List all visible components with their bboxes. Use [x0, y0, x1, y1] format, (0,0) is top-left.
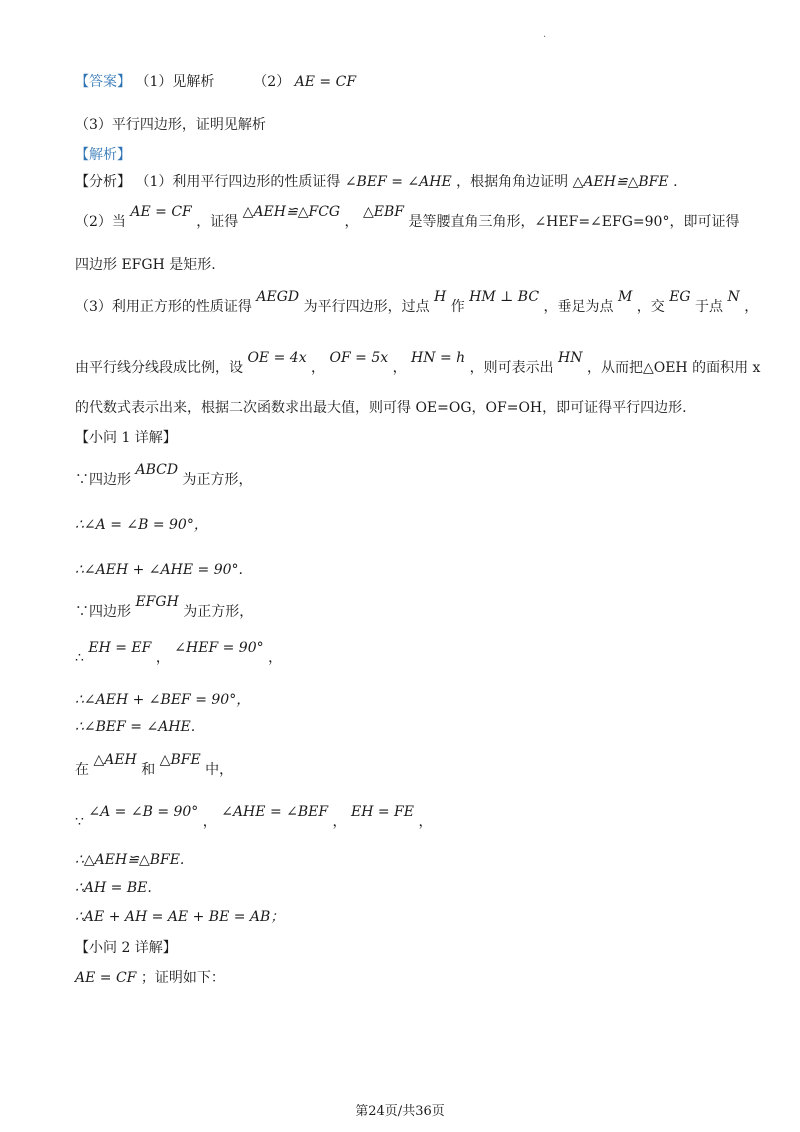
fenxi-math: AE = CF	[130, 204, 192, 220]
fenxi-text: 作	[450, 299, 465, 315]
q1-step-12: ∴AE + AH = AE + BE = AB；	[75, 909, 285, 925]
fenxi-line-6: 的代数式表示出来，根据二次函数求出最大值，则可得 OE=OG，OF=OH，即可证得平行四边形.	[75, 400, 687, 416]
q2-title: 【小问 2 详解】	[75, 940, 177, 956]
step-text: 为正方形，	[183, 604, 254, 620]
fenxi-line-3: 四边形 EFGH 是矩形.	[75, 257, 216, 273]
fenxi-text: 由平行线分线段成比例，设	[75, 360, 243, 376]
answer-tag: 【答案】	[75, 74, 131, 90]
fenxi-line-1	[75, 172, 678, 192]
scan-dot: ·	[543, 32, 547, 43]
fenxi-text: 是等腰直角三角形，∠HEF=∠EFG=90°，即可证得	[408, 214, 740, 230]
analysis-tag: 【解析】	[75, 147, 131, 163]
fenxi-math: △AEH≌△BFE	[572, 174, 669, 190]
step-text: ∵	[75, 814, 84, 830]
q1-step-4	[75, 594, 254, 622]
fenxi-text: ，	[311, 360, 326, 376]
step-text: ，	[202, 814, 217, 830]
fenxi-math: ∠BEF = ∠AHE	[344, 174, 452, 190]
q1-step-1	[75, 462, 253, 490]
fenxi-text: （1）利用平行四边形的性质证得	[135, 174, 341, 190]
fenxi-math: HM ⊥ BC	[469, 289, 540, 305]
q1-step-3: ∴∠AEH + ∠AHE = 90°.	[75, 562, 243, 578]
fenxi-math: EG	[669, 289, 691, 305]
fenxi-text: ，根据角角边证明	[456, 174, 569, 190]
step-text: ，	[268, 650, 283, 666]
fenxi-text: ，证得	[196, 214, 239, 230]
q1-step-9	[75, 804, 433, 832]
fenxi-text: 于点	[695, 299, 724, 315]
fenxi-text: ，	[392, 360, 407, 376]
step-math: ABCD	[135, 462, 179, 478]
fenxi-text: ，交	[636, 299, 665, 315]
answer-part2-math: AE = CF	[294, 74, 357, 90]
fenxi-math: OE = 4x	[247, 350, 307, 366]
fenxi-text: ，垂足为点	[543, 299, 614, 315]
page-footer: 第24页/共36页	[355, 1104, 445, 1119]
q2-step-1	[75, 968, 225, 988]
step-text: ；证明如下：	[140, 970, 225, 986]
fenxi-math: HN	[558, 350, 583, 366]
step-math: ∠HEF = 90°	[174, 640, 264, 656]
step-math: AE = CF	[75, 970, 137, 986]
step-text: 中，	[205, 762, 234, 778]
q1-step-6: ∴∠AEH + ∠BEF = 90°，	[75, 692, 251, 708]
fenxi-math: △EBF	[363, 204, 404, 220]
step-math: ∠AHE = ∠BEF	[221, 804, 329, 820]
step-math: EH = FE	[350, 804, 414, 820]
step-text: ，	[418, 814, 433, 830]
fenxi-math: H	[434, 289, 447, 305]
q1-step-8	[75, 752, 234, 780]
step-text: 为正方形，	[182, 472, 253, 488]
fenxi-line-5	[75, 350, 761, 378]
q1-step-10: ∴△AEH≌△BFE.	[75, 852, 185, 868]
fenxi-text: （3）利用正方形的性质证得	[75, 299, 252, 315]
fenxi-math: AEGD	[256, 289, 300, 305]
step-text: ∵四边形	[75, 472, 131, 488]
fenxi-text: 为平行四边形，过点	[303, 299, 430, 315]
fenxi-math: HN = h	[411, 350, 466, 366]
fenxi-text: ，从而把△OEH 的面积用 x	[586, 360, 761, 376]
q1-title: 【小问 1 详解】	[75, 430, 177, 446]
step-text: ∵四边形	[75, 604, 131, 620]
fenxi-text: （2）当	[75, 214, 126, 230]
fenxi-math: N	[727, 289, 740, 305]
step-text: 和	[141, 762, 156, 778]
answer-part1: （1）见解析	[135, 74, 215, 90]
fenxi-text: ，则可表示出	[469, 360, 554, 376]
step-math: EFGH	[135, 594, 179, 610]
answer-part3: （3）平行四边形，证明见解析	[75, 117, 266, 133]
step-math: ∠A = ∠B = 90°	[88, 804, 199, 820]
step-math: EH = EF	[88, 640, 152, 656]
fenxi-math: OF = 5x	[329, 350, 389, 366]
step-text: 在	[75, 762, 89, 778]
q1-step-5	[75, 640, 283, 668]
fenxi-math: △AEH≌△FCG	[242, 204, 341, 220]
q1-step-2: ∴∠A = ∠B = 90°，	[75, 517, 208, 533]
step-math: △AEH	[93, 752, 137, 768]
step-math: △BFE	[159, 752, 201, 768]
fenxi-text: ，	[344, 214, 359, 230]
fenxi-text: ，	[744, 299, 759, 315]
q1-step-11: ∴AH = BE.	[75, 880, 152, 896]
fenxi-tag: 【分析】	[75, 174, 131, 190]
fenxi-line-4	[75, 289, 759, 317]
answer-part2-label: （2）	[253, 74, 291, 90]
fenxi-math: M	[617, 289, 633, 305]
fenxi-text: .	[673, 174, 678, 190]
step-text: ∴	[75, 650, 84, 666]
fenxi-line-2	[75, 204, 740, 232]
q1-step-7: ∴∠BEF = ∠AHE.	[75, 719, 196, 735]
step-text: ，	[332, 814, 347, 830]
step-text: ，	[155, 650, 170, 666]
answer-line	[75, 72, 356, 92]
